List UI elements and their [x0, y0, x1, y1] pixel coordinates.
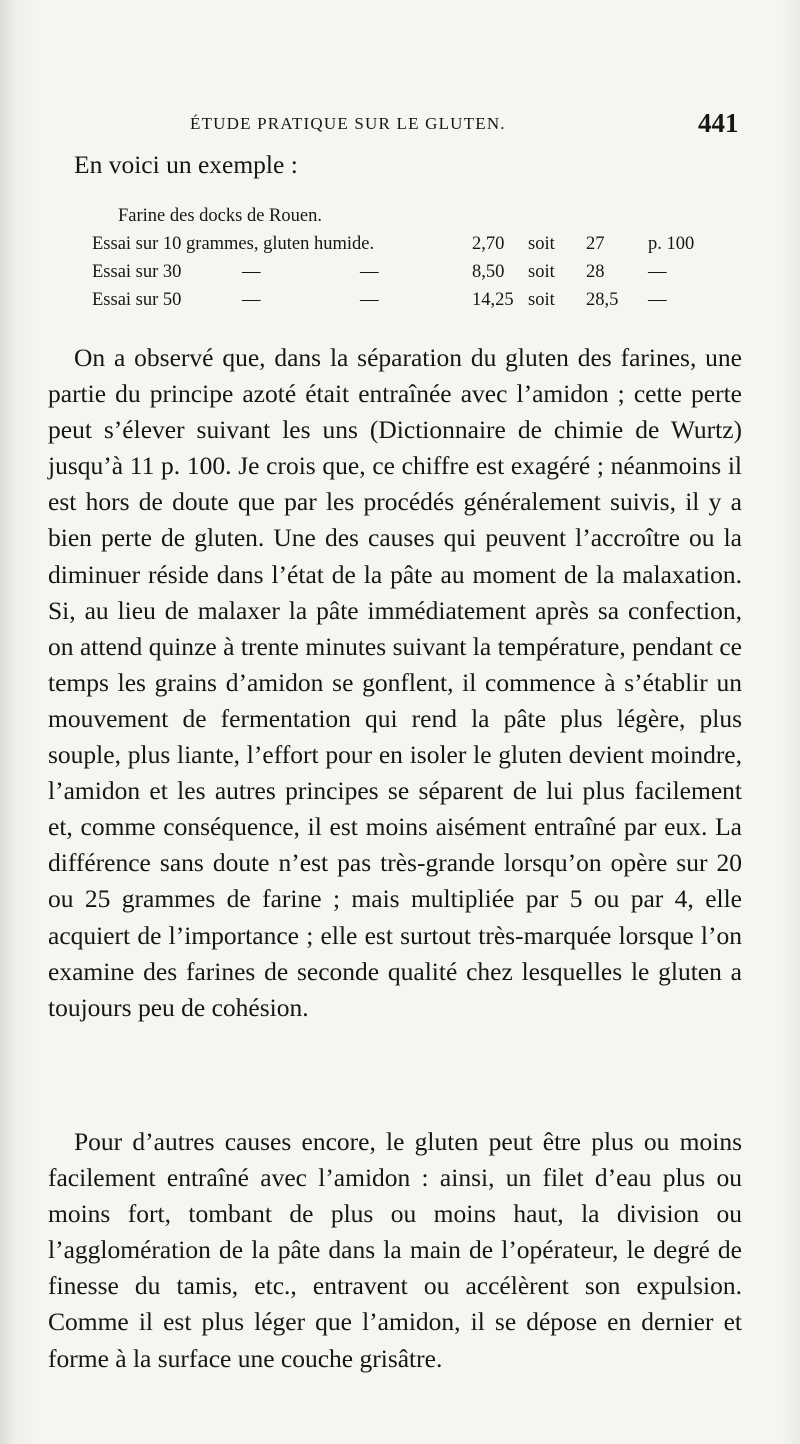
paragraph-2: Pour d’autres causes encore, le gluten peut être plus ou moins facilement entraîné avec l’amidon : ainsi, un filet d’eau plus ou moins fort, tombant de plus ou moins haut, la division ou l’agglomération de la pâte dans la main de l’opérateur, le degré de finesse du tamis, etc., entravent ou accélèrent son expulsion. Comme il est plus léger que l’amidon, il se dépose en dernier et forme à la surface une couche grisâtre.	[48, 1127, 742, 1373]
row-percent: 28,5	[586, 290, 619, 310]
row-unit: p. 100	[648, 234, 695, 254]
row-percent: 27	[586, 234, 605, 254]
row-unit: —	[648, 262, 667, 282]
row-label: Essai sur 10 grammes, gluten humide.	[92, 234, 375, 254]
intro-line: En voici un exemple :	[74, 150, 298, 179]
running-title: ÉTUDE PRATIQUE SUR LE GLUTEN.	[190, 114, 506, 133]
row-value: 2,70	[472, 234, 505, 254]
row-soit: soit	[528, 290, 555, 310]
row-unit: —	[648, 290, 667, 310]
table-row	[0, 262, 800, 292]
row-value: 14,25	[472, 290, 514, 310]
row-label: Essai sur 50	[92, 290, 182, 310]
row-dash-2: —	[360, 262, 379, 282]
row-dash-1: —	[242, 290, 261, 310]
row-label: Essai sur 30	[92, 262, 182, 282]
table-row	[0, 234, 800, 264]
paragraph-1: On a observé que, dans la séparation du gluten des farines, une partie du principe azoté était entraînée avec l’amidon ; cette perte peut s’élever suivant les uns (Dictionnaire de chimie de Wurtz) jusqu’à 11 p. 100. Je crois que, ce chiffre est exagéré ; néanmoins il est hors de doute que par les procédés généralement suivis, il y a bien perte de gluten. Une des causes qui peuvent l’accroître ou la diminuer réside dans l’état de la pâte au moment de la malaxation. Si, au lieu de malaxer la pâte immédiatement après sa confection, on attend quinze à trente minutes suivant la température, pendant ce temps les grains d’amidon se gonflent, il commence à s’établir un mouvement de fermentation qui rend la pâte plus légère, plus souple, plus liante, l’effort pour en isoler le gluten devient moindre, l’amidon et les autres principes se séparent de lui plus facilement et, comme conséquence, il est moins aisément entraîné par eux. La différence sans doute n’est pas très-grande lorsqu’on opère sur 20 ou 25 grammes de farine ; mais multipliée par 5 ou par 4, elle acquiert de l’importance ; elle est surtout très-marquée lorsque l’on examine des farines de seconde qualité chez lesquelles le gluten a toujours peu de cohésion.	[48, 343, 742, 1022]
row-soit: soit	[528, 262, 555, 282]
table-caption: Farine des docks de Rouen.	[118, 206, 322, 226]
row-value: 8,50	[472, 262, 505, 282]
page-header	[0, 108, 800, 138]
row-percent: 28	[586, 262, 605, 282]
row-dash-1: —	[242, 262, 261, 282]
table-row	[0, 290, 800, 320]
row-dash-2: —	[360, 290, 379, 310]
row-soit: soit	[528, 234, 555, 254]
page-number: 441	[698, 108, 739, 138]
